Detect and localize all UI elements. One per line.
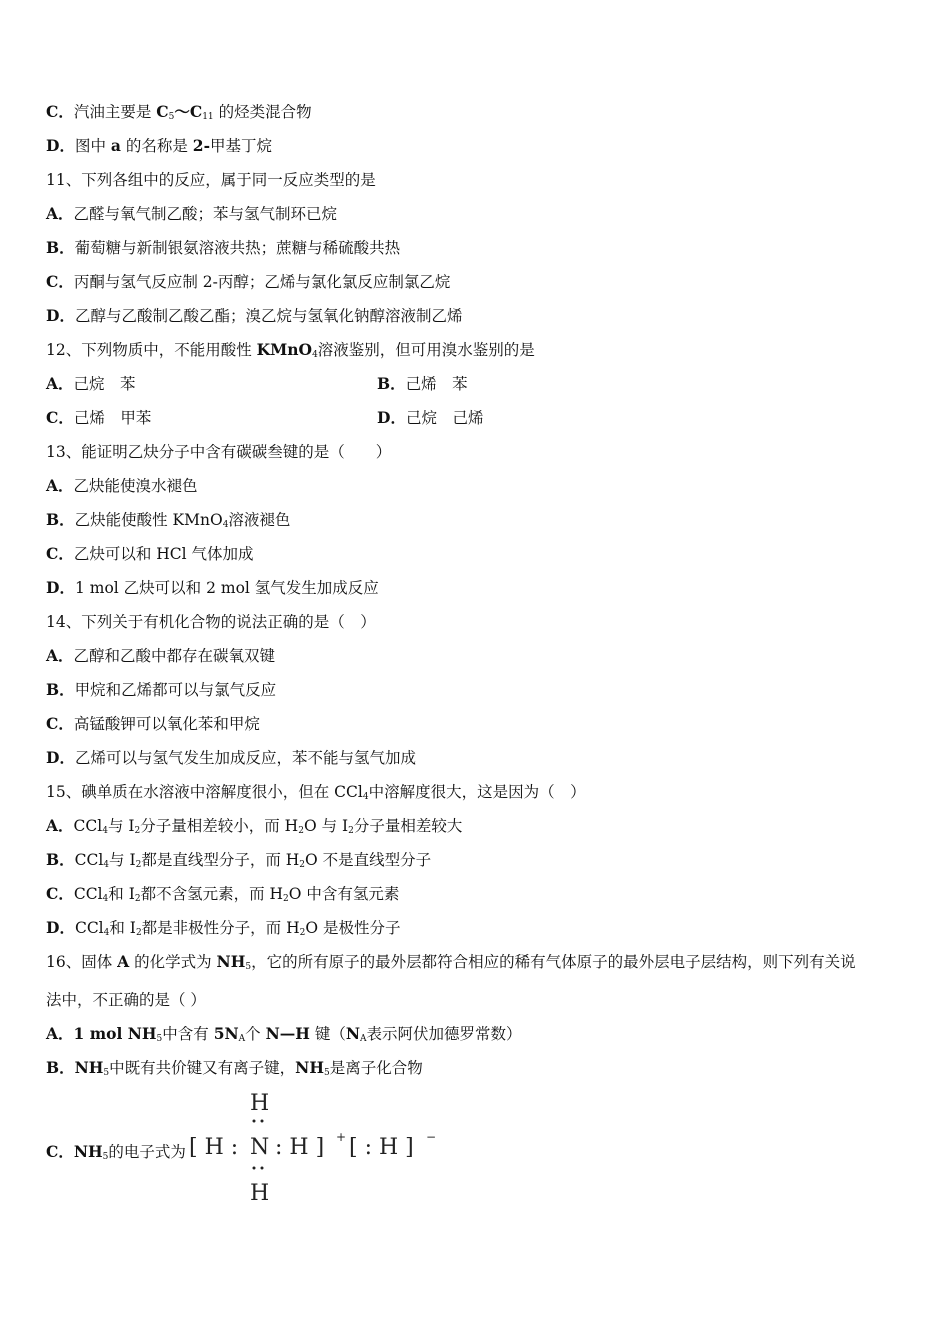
text-run: 12、下列物质中，不能用酸性 (46, 341, 257, 359)
text-run: 4 (222, 520, 229, 530)
text-run: B．NH (46, 1058, 104, 1077)
text-run: D． (46, 306, 75, 325)
text-run: 乙炔能使酸性 KMnO (74, 511, 223, 529)
text-run: 的电子式为 (108, 1143, 186, 1161)
text-run: 溶液鉴别，但可用溴水鉴别的是 (317, 341, 535, 359)
text-run: A (238, 1034, 246, 1044)
text-run: NH (295, 1058, 324, 1077)
text-line (46, 1141, 186, 1168)
text-line (46, 815, 462, 842)
text-run: 乙醛与氧气制乙酸；苯与氢气制环已烷 (73, 205, 338, 223)
text-run: 5 (103, 1068, 110, 1078)
text-run: 的名称是 (120, 137, 193, 155)
text-run: 14、下列关于有机化合物的说法正确的是（ ） (46, 613, 376, 631)
text-line (46, 271, 450, 293)
text-run: A． (46, 816, 74, 835)
text-run: 5 (102, 1152, 109, 1162)
text-run: C．NH (46, 1142, 103, 1161)
text-line (46, 1023, 522, 1050)
text-run: 16、固体 (46, 953, 118, 971)
formula-cation-left: [ H : (189, 1135, 239, 1160)
text-run: 2 (299, 928, 306, 938)
text-line (46, 305, 462, 327)
text-run: 个 (245, 1025, 266, 1043)
text-run: 汽油主要是 (73, 103, 157, 121)
text-run: B． (46, 850, 75, 869)
text-run: KMnO (256, 340, 313, 359)
text-run: C (156, 102, 169, 121)
text-run: 都是非极性分子，而 H (141, 919, 300, 937)
option-right-column (377, 407, 483, 429)
nh5-electron-formula (189, 1088, 439, 1208)
text-run: D． (377, 408, 406, 427)
text-run: 2 (135, 860, 142, 870)
text-run: 的烃类混合物 (213, 103, 312, 121)
text-line (46, 781, 586, 808)
text-line (46, 135, 272, 157)
text-run: D． (46, 748, 75, 767)
text-line (46, 407, 484, 429)
text-run: 分子量相差较大 (353, 817, 463, 835)
text-run: 5N (213, 1024, 239, 1043)
text-run: 与 I (107, 817, 135, 835)
text-line (46, 849, 431, 876)
text-run: A． (46, 374, 74, 393)
text-run: A (117, 952, 130, 971)
text-run: NH (216, 952, 246, 971)
text-run: 15、碘单质在水溶液中溶解度很小，但在 CCl (46, 783, 363, 801)
text-run: 是离子化合物 (329, 1059, 423, 1077)
text-run: O 不是直线型分子 (305, 851, 432, 869)
option-right-column (377, 373, 468, 395)
text-run: 图中 (74, 137, 111, 155)
text-run: C． (46, 544, 74, 563)
text-line (46, 509, 290, 536)
text-line (46, 989, 206, 1011)
text-run: 2 (348, 826, 354, 836)
text-line (46, 645, 275, 667)
text-run: 2 (134, 894, 141, 904)
text-run: D． (46, 136, 75, 155)
text-run: 5 (156, 1034, 163, 1044)
text-run: 的化学式为 (129, 953, 217, 971)
text-run: 表示阿伏加德罗常数） (366, 1025, 522, 1043)
text-run: O 是极性分子 (305, 919, 401, 937)
text-run: 甲基丁烷 (210, 137, 273, 155)
text-run: 13、能证明乙炔分子中含有碳碳叁键的是（ ） (46, 443, 392, 461)
text-run: a (110, 136, 121, 155)
text-line (46, 373, 468, 395)
text-run: A． (46, 204, 74, 223)
text-run: 中含有 (162, 1025, 214, 1043)
text-run: 键（ (309, 1025, 346, 1043)
text-run: 和 I (108, 885, 135, 903)
text-line (46, 475, 198, 497)
text-line (46, 101, 312, 128)
text-run: C． (46, 102, 74, 121)
text-run: CCl (74, 851, 104, 869)
text-run: CCl (74, 919, 104, 937)
text-run: 2 (298, 826, 304, 836)
text-run: 中溶解度很大，这是因为（ ） (368, 783, 586, 801)
text-line (46, 441, 391, 463)
text-run: C． (46, 408, 74, 427)
text-line (46, 203, 337, 225)
formula-n: N (250, 1135, 270, 1160)
text-line (46, 679, 276, 701)
text-run: 2 (135, 928, 142, 938)
text-run: 2- (192, 136, 211, 155)
text-run: 乙烯可以与氢气发生加成反应，苯不能与氢气加成 (74, 749, 416, 767)
text-run: 乙炔可以和 HCl 气体加成 (73, 545, 254, 563)
text-run: 丙酮与氢气反应制 2-丙醇；乙烯与氯化氯反应制氯乙烷 (73, 273, 451, 291)
text-run: N (345, 1024, 361, 1043)
text-run: 中既有共价键又有离子键， (109, 1059, 296, 1077)
text-run: B． (46, 680, 75, 699)
text-run: 乙炔能使溴水褪色 (73, 477, 198, 495)
text-run: 5 (168, 112, 175, 122)
formula-anion-charge: − (426, 1130, 437, 1144)
text-run: 溶液褪色 (228, 511, 291, 529)
text-run: 4 (362, 792, 369, 802)
text-line (46, 917, 401, 944)
text-line (46, 747, 416, 769)
text-run: 法中，不正确的是（ ） (46, 991, 206, 1009)
text-line (46, 237, 400, 259)
text-line (46, 543, 254, 565)
text-run: 5 (324, 1068, 330, 1078)
text-run: B． (377, 374, 406, 393)
text-line (46, 169, 376, 191)
text-line (46, 951, 856, 978)
formula-top-h: H (250, 1091, 270, 1116)
text-line (46, 611, 376, 633)
text-run: CCl (73, 817, 103, 835)
text-run: C． (46, 272, 74, 291)
text-run: 4 (103, 860, 110, 870)
text-run: D． (46, 918, 75, 937)
formula-cation-right: : H ] (275, 1135, 325, 1160)
text-line (46, 577, 379, 599)
text-run: 1 mol 乙炔可以和 2 mol 氢气发生加成反应 (74, 579, 379, 597)
text-run: C． (46, 714, 74, 733)
text-run: A． (46, 646, 74, 665)
text-run: 分子量相差较小，而 H (140, 817, 299, 835)
text-run: 5 (245, 962, 252, 972)
text-run: 和 I (109, 919, 136, 937)
text-run: A． (46, 476, 74, 495)
text-line (46, 339, 535, 366)
text-run: ～C (174, 102, 203, 121)
text-run: O 中含有氢元素 (288, 885, 400, 903)
text-run: 与 I (109, 851, 136, 869)
text-run: 2 (134, 826, 141, 836)
text-run: O 与 I (303, 817, 349, 835)
text-run: 甲烷和乙烯都可以与氯气反应 (74, 681, 277, 699)
text-line (46, 1057, 423, 1084)
text-line (46, 883, 399, 910)
text-run: 4 (103, 928, 110, 938)
text-run: 11、下列各组中的反应，属于同一反应类型的是 (46, 171, 376, 189)
text-run: A (360, 1034, 367, 1044)
text-run: 4 (312, 350, 318, 360)
formula-anion: [ : H ] (349, 1135, 414, 1160)
text-run: 乙醇和乙酸中都存在碳氧双键 (73, 647, 276, 665)
text-run: 葡萄糖与新制银氨溶液共热；蔗糖与稀硫酸共热 (74, 239, 401, 257)
text-run: 都是直线型分子，而 H (141, 851, 300, 869)
text-run: 己烷 苯 (73, 375, 136, 393)
text-run: D． (46, 578, 75, 597)
text-run: 2 (299, 860, 306, 870)
text-run: C． (46, 884, 74, 903)
text-run: 己烷 己烯 (405, 409, 484, 427)
text-run: 己烯 苯 (405, 375, 468, 393)
text-run: 己烯 甲苯 (73, 409, 152, 427)
text-run: A．1 mol NH (46, 1024, 157, 1043)
text-run: B． (46, 510, 75, 529)
text-run: 高锰酸钾可以氧化苯和甲烷 (73, 715, 260, 733)
formula-bottom-h: H (250, 1181, 270, 1206)
text-run: 2 (283, 894, 289, 904)
text-run: N—H (265, 1024, 310, 1043)
formula-cation-charge: + (336, 1130, 347, 1144)
text-run: 4 (102, 826, 108, 836)
text-run: 都不含氢元素，而 H (140, 885, 284, 903)
text-run: 乙醇与乙酸制乙酸乙酯；溴乙烷与氢氧化钠醇溶液制乙烯 (74, 307, 463, 325)
text-run: CCl (73, 885, 103, 903)
text-run: ，它的所有原子的最外层都符合相应的稀有气体原子的最外层电子层结构，则下列有关说 (251, 953, 856, 971)
text-run: 4 (102, 894, 109, 904)
text-run: 11 (202, 112, 214, 122)
text-run: B． (46, 238, 75, 257)
text-line (46, 713, 260, 735)
